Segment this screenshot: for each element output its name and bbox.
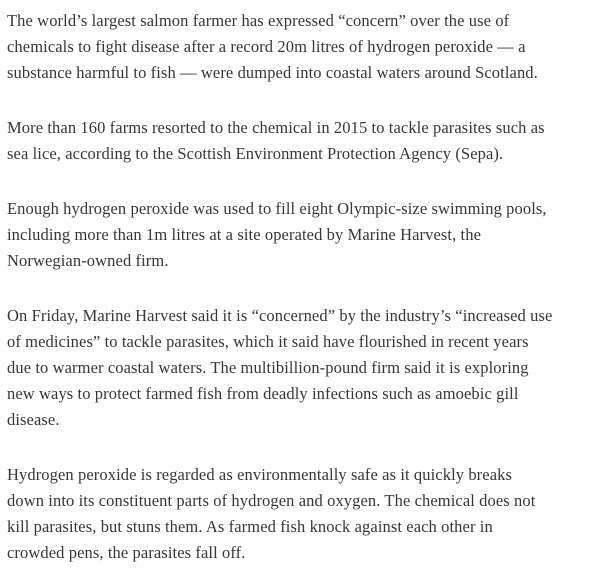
text-line: chemicals to fight disease after a record 20m litres of hydrogen peroxide — a	[7, 37, 526, 56]
text-line: Hydrogen peroxide is regarded as environmentally safe as it quickly breaks	[7, 465, 512, 484]
text-line: due to warmer coastal waters. The multibillion-pound firm said it is exploring	[7, 358, 529, 377]
text-line: down into its constituent parts of hydrogen and oxygen. The chemical does not	[7, 491, 536, 510]
text-line: disease.	[7, 410, 60, 429]
text-line: new ways to protect farmed fish from deadly infections such as amoebic gill	[7, 384, 519, 403]
paragraph-5	[7, 462, 605, 566]
text-line: including more than 1m litres at a site operated by Marine Harvest, the	[7, 225, 481, 244]
text-line: Norwegian-owned firm.	[7, 251, 169, 270]
paragraph-2	[7, 115, 605, 167]
text-line: On Friday, Marine Harvest said it is “concerned” by the industry’s “increased use	[7, 306, 553, 325]
paragraph-4	[7, 303, 605, 433]
text-line: substance harmful to fish — were dumped into coastal waters around Scotland.	[7, 63, 538, 82]
text-line: More than 160 farms resorted to the chemical in 2015 to tackle parasites such as	[7, 118, 545, 137]
text-line: crowded pens, the parasites fall off.	[7, 543, 246, 562]
text-line: of medicines” to tackle parasites, which it said have flourished in recent years	[7, 332, 529, 351]
paragraph-1	[7, 8, 605, 86]
text-line: sea lice, according to the Scottish Environment Protection Agency (Sepa).	[7, 144, 504, 163]
text-line: The world’s largest salmon farmer has expressed “concern” over the use of	[7, 11, 510, 30]
text-line: Enough hydrogen peroxide was used to fill eight Olympic-size swimming pools,	[7, 199, 547, 218]
text-line: kill parasites, but stuns them. As farmed fish knock against each other in	[7, 517, 493, 536]
paragraph-3	[7, 196, 605, 274]
